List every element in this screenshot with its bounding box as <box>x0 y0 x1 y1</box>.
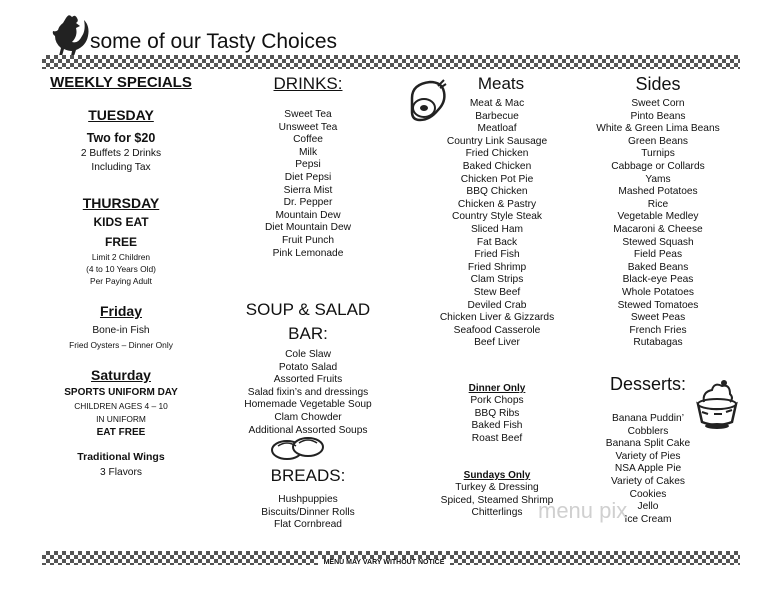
meat-item: Chicken Liver & Gizzards <box>439 312 555 324</box>
drink-item: Coffee <box>293 134 323 146</box>
meat-item: Fried Shrimp <box>467 261 527 273</box>
meat-item: Meatloaf <box>477 123 517 135</box>
bread-item: Flat Cornbread <box>274 519 342 531</box>
side-item: Sweet Corn <box>631 98 685 109</box>
friday-line: Bone-in Fish <box>92 325 150 336</box>
dessert-item: Variety of Cakes <box>611 475 685 487</box>
dessert-item: Cobblers <box>627 425 669 437</box>
meat-item: Fried Chicken <box>465 148 529 160</box>
drinks-column <box>228 74 388 260</box>
meat-item: Stew Beef <box>473 286 521 298</box>
drink-item: Sierra Mist <box>283 184 333 196</box>
page-title: some of our Tasty Choices <box>90 30 338 53</box>
sundays-only-heading: Sundays Only <box>463 470 531 481</box>
soup-salad-item: Assorted Fruits <box>273 374 343 386</box>
soup-salad-item: Potato Salad <box>278 361 338 373</box>
drink-item: Sweet Tea <box>284 109 332 120</box>
dessert-item: Variety of Pies <box>615 450 681 462</box>
side-item: Yams <box>645 173 671 185</box>
breads-column <box>228 466 388 532</box>
rooster-icon <box>46 12 90 58</box>
side-item: Cabbage or Collards <box>611 160 705 172</box>
drink-item: Pink Lemonade <box>272 247 344 259</box>
meat-item: Country Style Steak <box>451 211 543 223</box>
footer-notice: MENU MAY VARY WITHOUT NOTICE <box>0 551 768 565</box>
soup-salad-item: Clam Chowder <box>274 411 342 423</box>
saturday-deal2: EAT FREE <box>96 427 146 438</box>
drink-item: Unsweet Tea <box>278 121 338 133</box>
watermark: menu pix <box>538 498 628 523</box>
side-item: Whole Potatoes <box>622 286 694 298</box>
meats-heading: Meats <box>477 74 525 93</box>
meat-item: Fried Fish <box>474 249 520 261</box>
meat-item: Barbecue <box>475 110 519 122</box>
soup-salad-heading-2: BAR: <box>288 324 328 343</box>
side-item: Pinto Beans <box>630 110 686 122</box>
wings-line: 3 Flavors <box>100 467 142 478</box>
meat-item: Meat & Mac <box>469 98 525 109</box>
soup-salad-item: Cole Slaw <box>285 349 331 360</box>
dessert-item: Banana Puddin’ <box>612 413 684 424</box>
meat-item: Country Link Sausage <box>446 135 548 147</box>
meat-item: Seafood Casserole <box>453 324 541 336</box>
dinner-item: Pork Chops <box>470 395 524 406</box>
meat-item: Sliced Ham <box>470 223 524 235</box>
side-item: French Fries <box>629 324 687 336</box>
breads-heading: BREADS: <box>270 466 346 485</box>
drink-item: Diet Mountain Dew <box>264 222 352 234</box>
side-item: Sweet Peas <box>630 312 686 324</box>
drink-item: Dr. Pepper <box>283 197 333 209</box>
bread-item: Biscuits/Dinner Rolls <box>261 506 355 518</box>
meat-item: Chicken Pot Pie <box>460 173 534 185</box>
side-item: Black-eye Peas <box>622 274 694 286</box>
dinner-only-heading: Dinner Only <box>468 383 526 394</box>
meat-item: Fat Back <box>476 236 518 248</box>
side-item: Green Beans <box>627 135 689 147</box>
desserts-heading-wrap <box>598 374 698 395</box>
side-item: White & Green Lima Beans <box>596 123 720 135</box>
drink-item: Mountain Dew <box>275 209 341 221</box>
thursday-line: (4 to 10 Years Old) <box>86 264 156 274</box>
dessert-item: Banana Split Cake <box>605 438 691 450</box>
sides-column <box>578 74 738 350</box>
side-item: Field Peas <box>633 249 683 261</box>
thursday-heading: THURSDAY <box>82 195 160 211</box>
meat-item: Baked Chicken <box>462 160 532 172</box>
wings-title: Traditional Wings <box>77 451 165 463</box>
drinks-list <box>228 109 388 260</box>
side-item: Rice <box>647 198 669 210</box>
side-item: Vegetable Medley <box>617 211 699 223</box>
saturday-line: IN UNIFORM <box>96 414 146 424</box>
meat-item: Chicken & Pastry <box>457 198 537 210</box>
weekly-specials-column <box>36 74 206 480</box>
tuesday-deal: Two for $20 <box>86 131 156 145</box>
bread-item: Hushpuppies <box>278 494 338 505</box>
drink-item: Fruit Punch <box>281 234 335 246</box>
sunday-item: Chitterlings <box>471 507 523 519</box>
sunday-item: Turkey & Dressing <box>455 482 539 493</box>
side-item: Rutabagas <box>633 337 683 349</box>
soup-salad-item: Additional Assorted Soups <box>248 424 368 436</box>
soup-salad-item: Salad fixin’s and dressings <box>247 386 369 398</box>
tuesday-line: Including Tax <box>91 162 151 173</box>
thursday-line: Limit 2 Children <box>91 252 151 262</box>
side-item: Mashed Potatoes <box>618 186 698 198</box>
dinner-item: Baked Fish <box>471 420 523 432</box>
soup-salad-column <box>228 298 388 437</box>
soup-salad-item: Homemade Vegetable Soup <box>244 399 372 411</box>
side-item: Stewed Squash <box>622 236 694 248</box>
drink-item: Milk <box>298 146 318 158</box>
dinner-item: Roast Beef <box>471 432 523 444</box>
thursday-deal: FREE <box>104 235 137 249</box>
tuesday-line: 2 Buffets 2 Drinks <box>80 148 162 159</box>
drink-item: Diet Pepsi <box>284 171 332 183</box>
dessert-item: Cookies <box>629 488 667 500</box>
meat-item: Deviled Crab <box>467 299 527 311</box>
checker-border-top <box>42 55 740 69</box>
dinner-item: BBQ Ribs <box>474 407 520 419</box>
side-item: Baked Beans <box>627 261 689 273</box>
dinner-only-column <box>412 382 582 445</box>
meat-item: Beef Liver <box>474 337 520 349</box>
drinks-heading: DRINKS: <box>273 74 343 93</box>
desserts-heading: Desserts: <box>609 374 687 394</box>
tuesday-heading: TUESDAY <box>88 107 154 123</box>
meat-item: Clam Strips <box>470 274 524 286</box>
thursday-deal: KIDS EAT <box>93 215 149 229</box>
meat-item: BBQ Chicken <box>466 186 528 198</box>
saturday-heading: Saturday <box>91 367 151 383</box>
saturday-line: CHILDREN AGES 4 – 10 <box>74 401 168 411</box>
thursday-line: Per Paying Adult <box>90 276 152 286</box>
dessert-item: Jello <box>637 501 659 513</box>
side-item: Turnips <box>641 148 675 160</box>
dessert-item: Ice Cream <box>624 513 672 525</box>
drink-item: Pepsi <box>295 159 321 171</box>
friday-heading: Friday <box>99 303 142 319</box>
soup-salad-heading: SOUP & SALAD <box>245 300 371 319</box>
side-item: Stewed Tomatoes <box>617 299 699 311</box>
sunday-item: Spiced, Steamed Shrimp <box>440 494 554 506</box>
dessert-item: NSA Apple Pie <box>614 463 682 475</box>
friday-small: Fried Oysters – Dinner Only <box>69 340 173 350</box>
meats-column <box>412 74 582 350</box>
sides-heading: Sides <box>635 74 681 94</box>
specials-title: WEEKLY SPECIALS <box>50 74 192 91</box>
bread-icon <box>270 432 326 464</box>
side-item: Macaroni & Cheese <box>613 223 703 235</box>
saturday-deal: SPORTS UNIFORM DAY <box>64 387 178 398</box>
